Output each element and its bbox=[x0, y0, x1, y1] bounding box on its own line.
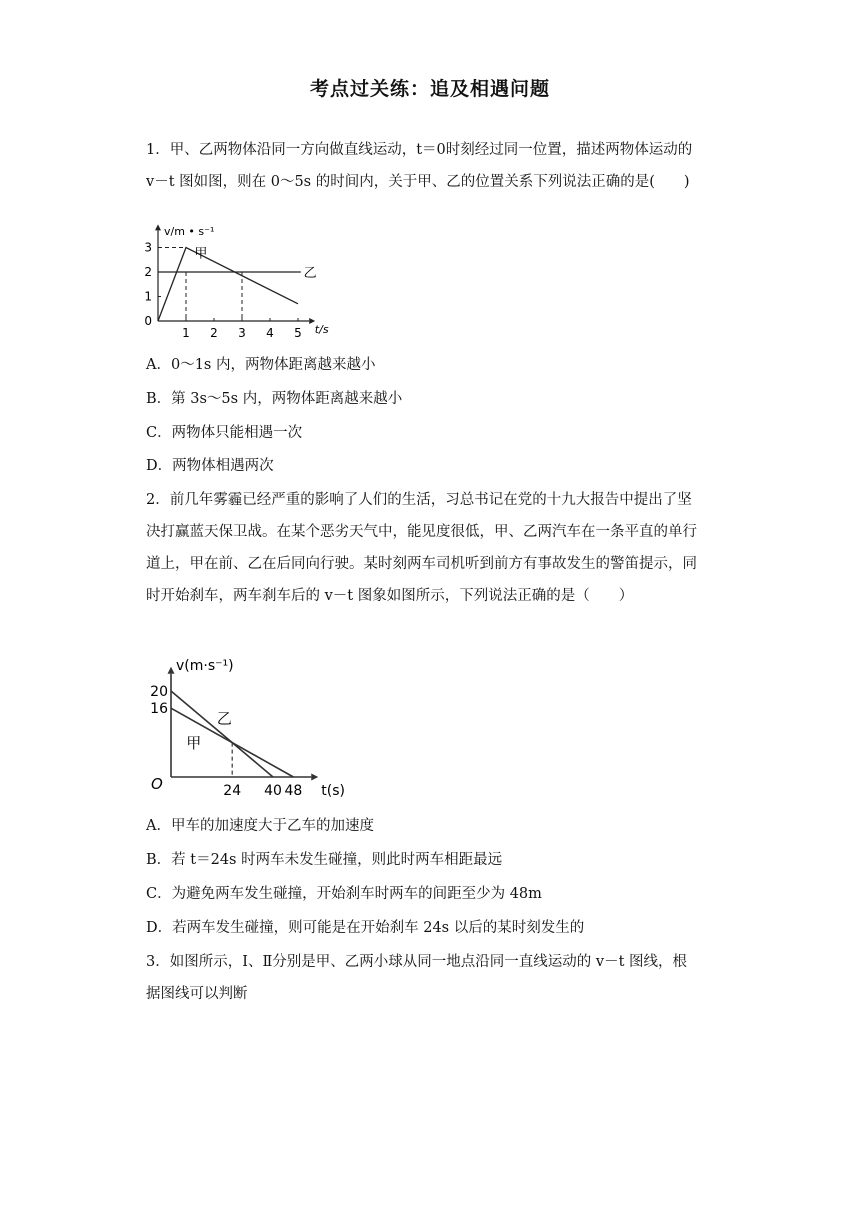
series-label-jia: 甲 bbox=[194, 246, 208, 262]
x-tick-label: 5 bbox=[294, 326, 302, 340]
x-tick-label: 4 bbox=[266, 326, 274, 340]
series-label-jia: 甲 bbox=[186, 733, 202, 752]
y-tick-label: 2 bbox=[144, 265, 152, 279]
chart-q2 bbox=[143, 652, 363, 802]
y-tick-label: 3 bbox=[144, 240, 152, 255]
q1-option-c: C．两物体只能相遇一次 bbox=[146, 425, 303, 441]
y-axis-label: v/m • s⁻¹ bbox=[164, 225, 215, 238]
y-axis-arrow bbox=[168, 667, 175, 674]
x-axis-label: t(s) bbox=[321, 783, 345, 799]
series-label-yi: 乙 bbox=[303, 265, 317, 281]
question-2-line: 时开始刹车，两车刹车后的 v－t 图象如图所示，下列说法正确的是（ ） bbox=[146, 588, 634, 604]
question-1-line: 1．甲、乙两物体沿同一方向做直线运动，t＝0时刻经过同一位置，描述两物体运动的 bbox=[146, 142, 693, 158]
x-tick-label: 2 bbox=[210, 326, 218, 340]
y-axis-arrow bbox=[155, 224, 161, 230]
question-2-line: 决打赢蓝天保卫战。在某个恶劣天气中，能见度很低，甲、乙两汽车在一条平直的单行 bbox=[146, 524, 697, 540]
q2-option-c: C．为避免两车发生碰撞，开始刹车时两车的间距至少为 48m bbox=[146, 886, 542, 902]
q1-option-d: D．两物体相遇两次 bbox=[146, 458, 274, 474]
question-2-stem bbox=[146, 484, 718, 612]
question-1-stem bbox=[146, 134, 718, 198]
q2-option-d: D．若两车发生碰撞，则可能是在开始刹车 24s 以后的某时刻发生的 bbox=[146, 920, 585, 936]
question-1-line: v－t 图如图，则在 0～5s 的时间内，关于甲、乙的位置关系下列说法正确的是( ) bbox=[146, 174, 690, 190]
chart-q1 bbox=[143, 215, 343, 345]
q2-option-b: B．若 t＝24s 时两车未发生碰撞，则此时两车相距最远 bbox=[146, 852, 503, 868]
y-tick-label: 1 bbox=[144, 289, 152, 304]
x-tick-label: 24 bbox=[223, 783, 242, 799]
page-title: 考点过关练：追及相遇问题 bbox=[309, 78, 550, 100]
y-tick-label: 16 bbox=[150, 701, 168, 718]
question-2-line: 2．前几年雾霾已经严重的影响了人们的生活，习总书记在党的十九大报告中提出了坚 bbox=[146, 492, 692, 508]
question-3-line: 据图线可以判断 bbox=[146, 986, 248, 1002]
x-axis-arrow bbox=[311, 774, 318, 781]
y-tick-label: 0 bbox=[144, 314, 152, 328]
y-axis-label: v(m·s⁻¹) bbox=[176, 658, 234, 674]
x-tick-label: 3 bbox=[238, 326, 246, 340]
question-3-stem bbox=[146, 946, 718, 1010]
q1-option-b: B．第 3s～5s 内，两物体距离越来越小 bbox=[146, 391, 403, 407]
x-axis-label: t/s bbox=[314, 323, 329, 336]
y-tick-label: 20 bbox=[150, 684, 168, 700]
q2-option-a: A．甲车的加速度大于乙车的加速度 bbox=[146, 818, 374, 834]
q1-option-a: A．0～1s 内，两物体距离越来越小 bbox=[146, 357, 376, 373]
question-3-line: 3．如图所示，Ⅰ、Ⅱ分别是甲、乙两小球从同一地点沿同一直线运动的 v－t 图线，根 bbox=[146, 954, 688, 970]
x-tick-label: 40 bbox=[264, 783, 282, 799]
series-label-yi: 乙 bbox=[216, 709, 232, 728]
origin-label: O bbox=[151, 775, 163, 793]
question-2-line: 道上，甲在前、乙在后同向行驶。某时刻两车司机听到前方有事故发生的警笛提示，同 bbox=[146, 556, 697, 572]
series-line-jia bbox=[158, 248, 298, 322]
x-tick-label: 48 bbox=[284, 783, 303, 799]
x-tick-label: 1 bbox=[182, 326, 190, 340]
